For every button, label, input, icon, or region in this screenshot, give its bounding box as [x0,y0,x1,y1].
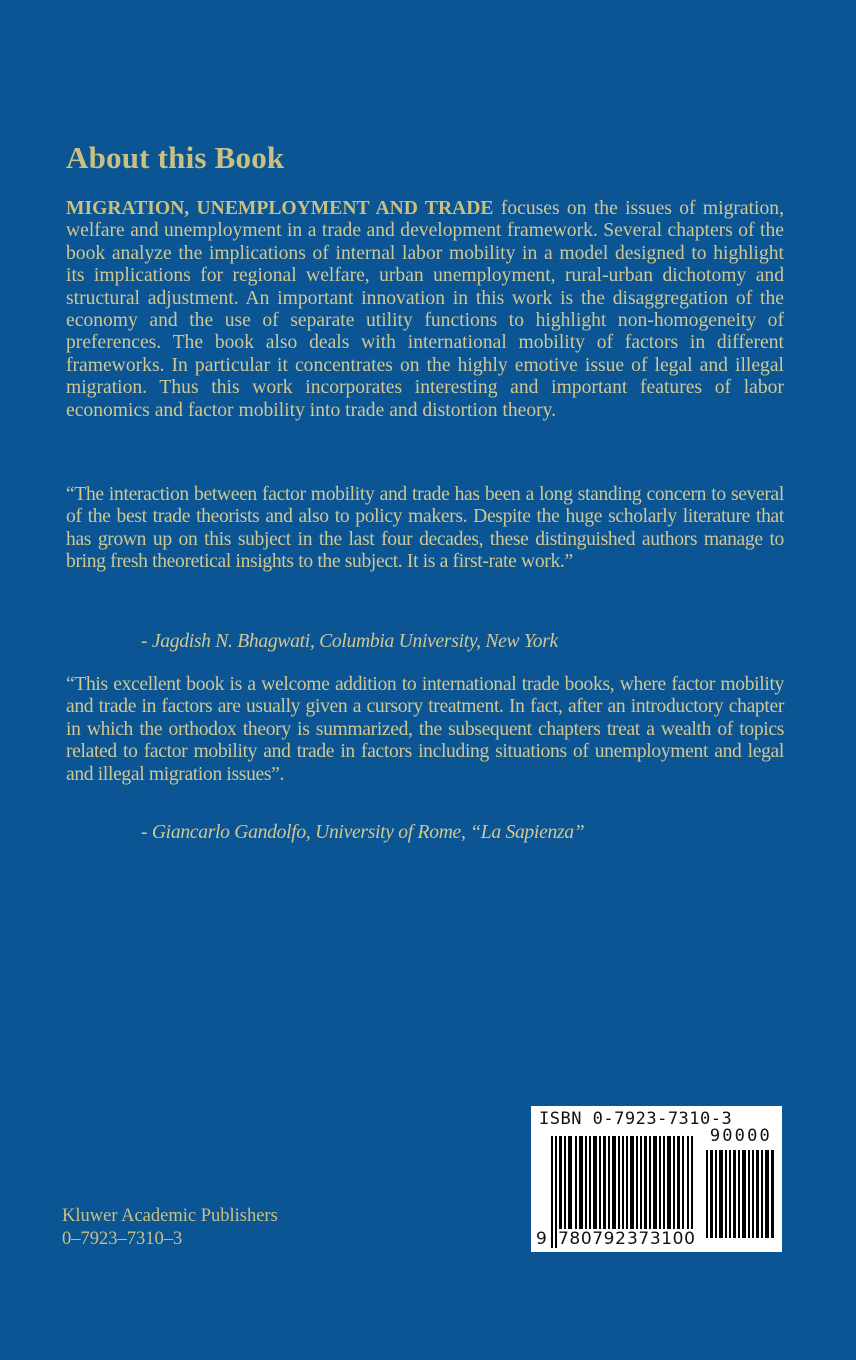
book-title-lead: MIGRATION, UNEMPLOYMENT AND TRADE [66,198,494,219]
publisher-isbn: 0–7923–7310–3 [62,1229,183,1249]
endorsement-attribution-2: - Giancarlo Gandolfo, University of Rome, “La Sapienza” [141,822,585,843]
endorsement-quote-1: “The interaction between factor mobility and trade has been a long standing concern to several of the best trade theorists and also to policy makers. Despite the huge scholarly literature that has grown up on this subject in the last four decades, these distinguished authors manage to bring fresh theoretical insights to the subject. It is a first-rate work.” [66,484,784,573]
ean-first-digit: 9 [536,1229,547,1249]
endorsement-quote-2: “This excellent book is a welcome addition to international trade books, where factor mobility and trade in factors are usually given a cursory treatment. In fact, after an introductory chapter in which the orthodox theory is summarized, the subsequent chapters treat a wealth of topics related to factor mobility and trade in factors including situations of unemployment and legal and illegal migration issues”. [66,674,784,785]
ean-left-group: 780792 [558,1229,627,1249]
ean-right-group: 373100 [627,1229,696,1249]
page-title: About this Book [66,140,285,175]
endorsement-attribution-1: - Jagdish N. Bhagwati, Columbia University, New York [141,631,558,652]
publisher-info [62,1205,278,1251]
book-description [66,198,784,422]
barcode-addon-bars-icon [706,1150,776,1238]
isbn-barcode [531,1106,782,1252]
barcode-price-code: 90000 [709,1126,772,1146]
barcode-isbn-label: ISBN 0-7923-7310-3 [539,1109,733,1129]
description-body: focuses on the issues of migration, welfare and unemployment in a trade and development framework. Several chapters of the book analyze the implications of internal labor mobility in a model designed to highlight its implications for regional welfare, urban unemployment, rural-urban dichotomy and structural adjustment. An important innovation in this work is the disaggregation of the economy and the use of separate utility functions to highlight non-homogeneity of preferences. The book also deals with international mobility of factors in different frameworks. In particular it concentrates on the highly emotive issue of legal and illegal migration. Thus this work incorporates interesting and important features of labor economics and factor mobility into trade and distortion theory. [66,198,784,421]
publisher-name: Kluwer Academic Publishers [62,1206,278,1226]
